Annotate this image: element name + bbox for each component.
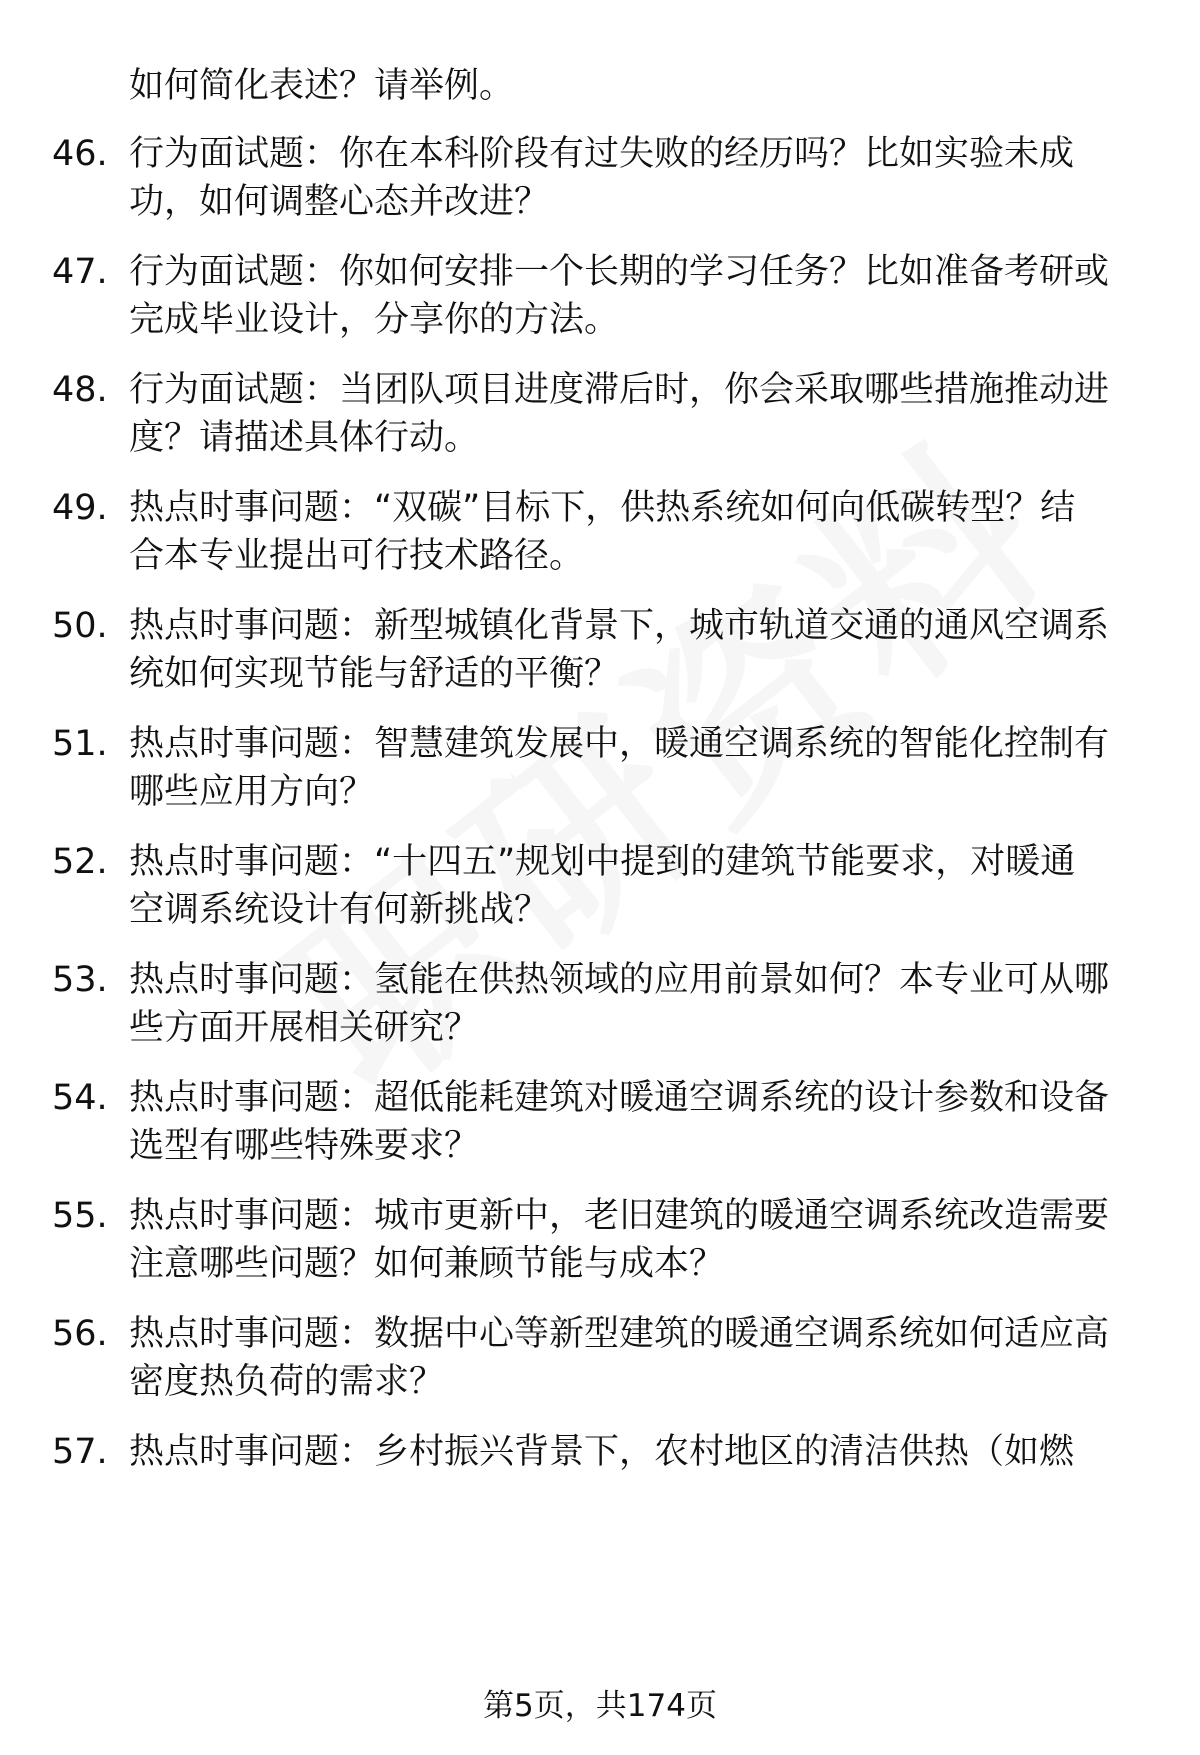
item-number: 53.	[52, 960, 108, 1000]
item-text	[129, 602, 1139, 698]
item-line: 行为面试题：你如何安排一个长期的学习任务？比如准备考研或	[129, 252, 1110, 292]
item-text	[129, 1428, 1139, 1476]
item-text	[129, 720, 1139, 816]
item-text	[129, 130, 1139, 226]
item-number: 49.	[52, 488, 108, 528]
item-line: 功，如何调整心态并改进？	[129, 182, 550, 222]
item-line: 选型有哪些特殊要求？	[129, 1126, 480, 1166]
item-line: 热点时事问题：乡村振兴背景下，农村地区的清洁供热（如燃	[129, 1432, 1075, 1472]
item-text	[129, 366, 1139, 462]
item-line: 热点时事问题：新型城镇化背景下，城市轨道交通的通风空调系	[129, 606, 1110, 646]
item-line: 热点时事问题：“双碳”目标下，供热系统如何向低碳转型？结	[129, 488, 1076, 528]
item-line: 热点时事问题：智慧建筑发展中，暖通空调系统的智能化控制有	[129, 724, 1110, 764]
item-line: 热点时事问题：数据中心等新型建筑的暖通空调系统如何适应高	[129, 1314, 1110, 1354]
item-number: 52.	[52, 842, 108, 882]
item-number: 56.	[52, 1314, 108, 1354]
item-number: 48.	[52, 370, 108, 410]
item-line: 注意哪些问题？如何兼顾节能与成本？	[129, 1244, 725, 1284]
item-line: 完成毕业设计，分享你的方法。	[129, 300, 620, 340]
item-number: 51.	[52, 724, 108, 764]
item-line: 哪些应用方向？	[129, 772, 375, 812]
item-number: 57.	[52, 1432, 108, 1472]
item-line: 合本专业提出可行技术路径。	[129, 536, 585, 576]
item-text	[129, 1192, 1139, 1288]
item-number: 50.	[52, 606, 108, 646]
item-text	[129, 1310, 1139, 1406]
page-footer: 第5页，共174页	[483, 1688, 717, 1724]
continued-text: 如何简化表述？请举例。	[129, 66, 515, 106]
item-line: 热点时事问题：城市更新中，老旧建筑的暖通空调系统改造需要	[129, 1196, 1110, 1236]
item-line: 密度热负荷的需求？	[129, 1362, 445, 1402]
item-number: 47.	[52, 252, 108, 292]
item-text	[129, 838, 1139, 934]
item-line: 统如何实现节能与舒适的平衡？	[129, 654, 620, 694]
item-number: 55.	[52, 1196, 108, 1236]
item-line: 热点时事问题：“十四五”规划中提到的建筑节能要求，对暖通	[129, 842, 1076, 882]
item-text	[129, 1074, 1139, 1170]
item-line: 热点时事问题：氢能在供热领域的应用前景如何？本专业可从哪	[129, 960, 1110, 1000]
item-line: 热点时事问题：超低能耗建筑对暖通空调系统的设计参数和设备	[129, 1078, 1110, 1118]
item-line: 度？请描述具体行动。	[129, 418, 480, 458]
item-text	[129, 248, 1139, 344]
item-line: 些方面开展相关研究？	[129, 1008, 480, 1048]
item-line: 行为面试题：你在本科阶段有过失败的经历吗？比如实验未成	[129, 134, 1075, 174]
item-number: 46.	[52, 134, 108, 174]
item-text	[129, 484, 1139, 580]
item-text	[129, 956, 1139, 1052]
item-line: 空调系统设计有何新挑战？	[129, 890, 550, 930]
item-number: 54.	[52, 1078, 108, 1118]
item-line: 行为面试题：当团队项目进度滞后时，你会采取哪些措施推动进	[129, 370, 1110, 410]
